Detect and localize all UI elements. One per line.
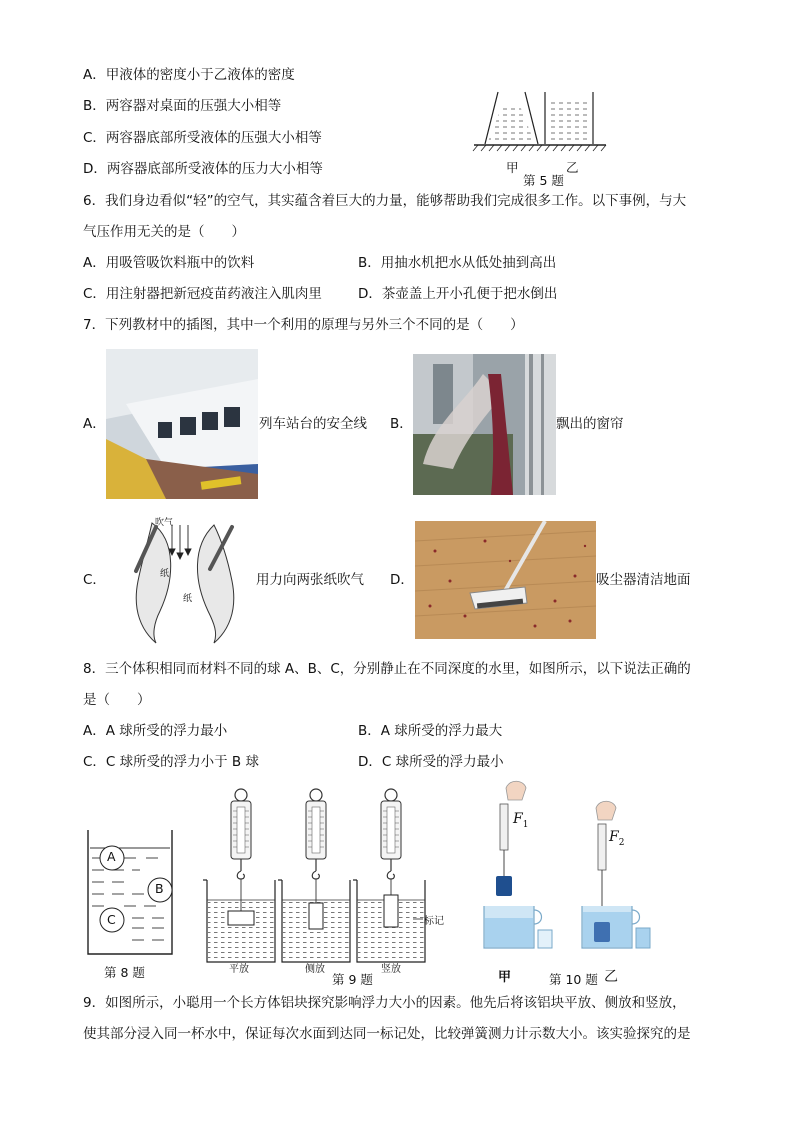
q7-d-letter: D． (390, 572, 414, 588)
q9-figure (203, 785, 428, 963)
q10-label-jia: 甲 (498, 970, 512, 985)
q5-label-jia: 甲 (506, 160, 519, 175)
q7-b-caption: 飘出的窗帘 (556, 416, 624, 432)
q10-f2-label: $F_2$ (609, 829, 625, 848)
q8-caption: 第 8 题 (104, 965, 145, 980)
q8-ball-c: C (107, 912, 116, 927)
q8-option-d: D．C 球所受的浮力最小 (358, 754, 504, 770)
q7-a-train-photo (106, 349, 258, 499)
q5-figure (470, 88, 610, 164)
q6-option-b: B．用抽水机把水从低处抽到高出 (358, 255, 557, 271)
q10-caption: 第 10 题 (549, 972, 598, 987)
q5-option-d: D．两容器底部所受液体的压力大小相等 (83, 161, 323, 177)
q7-a-caption: 列车站台的安全线 (259, 416, 367, 432)
q10-figure (480, 778, 660, 956)
q9-label-flat: 平放 (229, 964, 249, 975)
q5-label-yi: 乙 (566, 160, 579, 175)
q8-ball-b: B (155, 881, 164, 896)
q7-c-paper-figure (122, 511, 250, 646)
q10-label-yi: 乙 (604, 969, 618, 985)
q7-a-letter: A． (83, 416, 106, 432)
q5-option-b: B．两容器对桌面的压强大小相等 (83, 98, 282, 114)
q5-option-a: A．甲液体的密度小于乙液体的密度 (83, 67, 295, 83)
q9-stem-1: 9．如图所示，小聪用一个长方体铝块探究影响浮力大小的因素。他先后将该铝块平放、侧放和竖放， (83, 995, 686, 1011)
q6-stem-2: 气压作用无关的是（ ） (83, 224, 245, 240)
q7-c-paper-label-2: 纸 (183, 594, 193, 604)
q8-figure (84, 828, 178, 956)
q10-f1-label: $F_1$ (513, 811, 529, 830)
q9-label-side: 侧放 (305, 964, 325, 975)
q7-d-caption: 吸尘器清洁地面 (596, 572, 691, 588)
q8-option-b: B．A 球所受的浮力最大 (358, 723, 503, 739)
q5-option-c: C．两容器底部所受液体的压强大小相等 (83, 130, 322, 146)
q9-caption: 第 9 题 (332, 972, 373, 987)
q9-mark-label: 标记 (424, 916, 444, 927)
q7-c-caption: 用力向两张纸吹气 (256, 572, 364, 588)
q8-option-a: A．A 球所受的浮力最小 (83, 723, 228, 739)
q9-label-upright: 竖放 (381, 964, 401, 975)
q5-caption: 第 5 题 (523, 173, 564, 188)
q6-option-d: D．茶壶盖上开小孔便于把水倒出 (358, 286, 558, 302)
q6-option-a: A．用吸管吸饮料瓶中的饮料 (83, 255, 255, 271)
q7-d-vacuum-photo (415, 521, 596, 639)
q6-stem-1: 6．我们身边看似“轻”的空气，其实蕴含着巨大的力量，能够帮助我们完成很多工作。以下事例，与大 (83, 193, 687, 209)
q9-stem-2: 使其部分浸入同一杯水中，保证每次水面到达同一标记处，比较弹簧测力计示数大小。该实验探究的是 (83, 1026, 691, 1042)
q6-option-c: C．用注射器把新冠疫苗药液注入肌肉里 (83, 286, 322, 302)
q7-c-letter: C． (83, 572, 106, 588)
q7-c-blow-label: 吹气 (155, 518, 174, 528)
q7-c-paper-label-1: 纸 (160, 569, 170, 579)
q8-ball-a: A (107, 849, 116, 864)
q7-stem: 7．下列教材中的插图，其中一个利用的原理与另外三个不同的是（ ） (83, 317, 524, 333)
q8-option-c: C．C 球所受的浮力小于 B 球 (83, 754, 259, 770)
q7-b-curtain-photo (413, 354, 556, 495)
q7-b-letter: B． (390, 416, 413, 432)
q8-stem-2: 是（ ） (83, 692, 151, 708)
q8-stem-1: 8．三个体积相同而材料不同的球 A、B、C，分别静止在不同深度的水里，如图所示，以下说法正确的 (83, 661, 691, 677)
